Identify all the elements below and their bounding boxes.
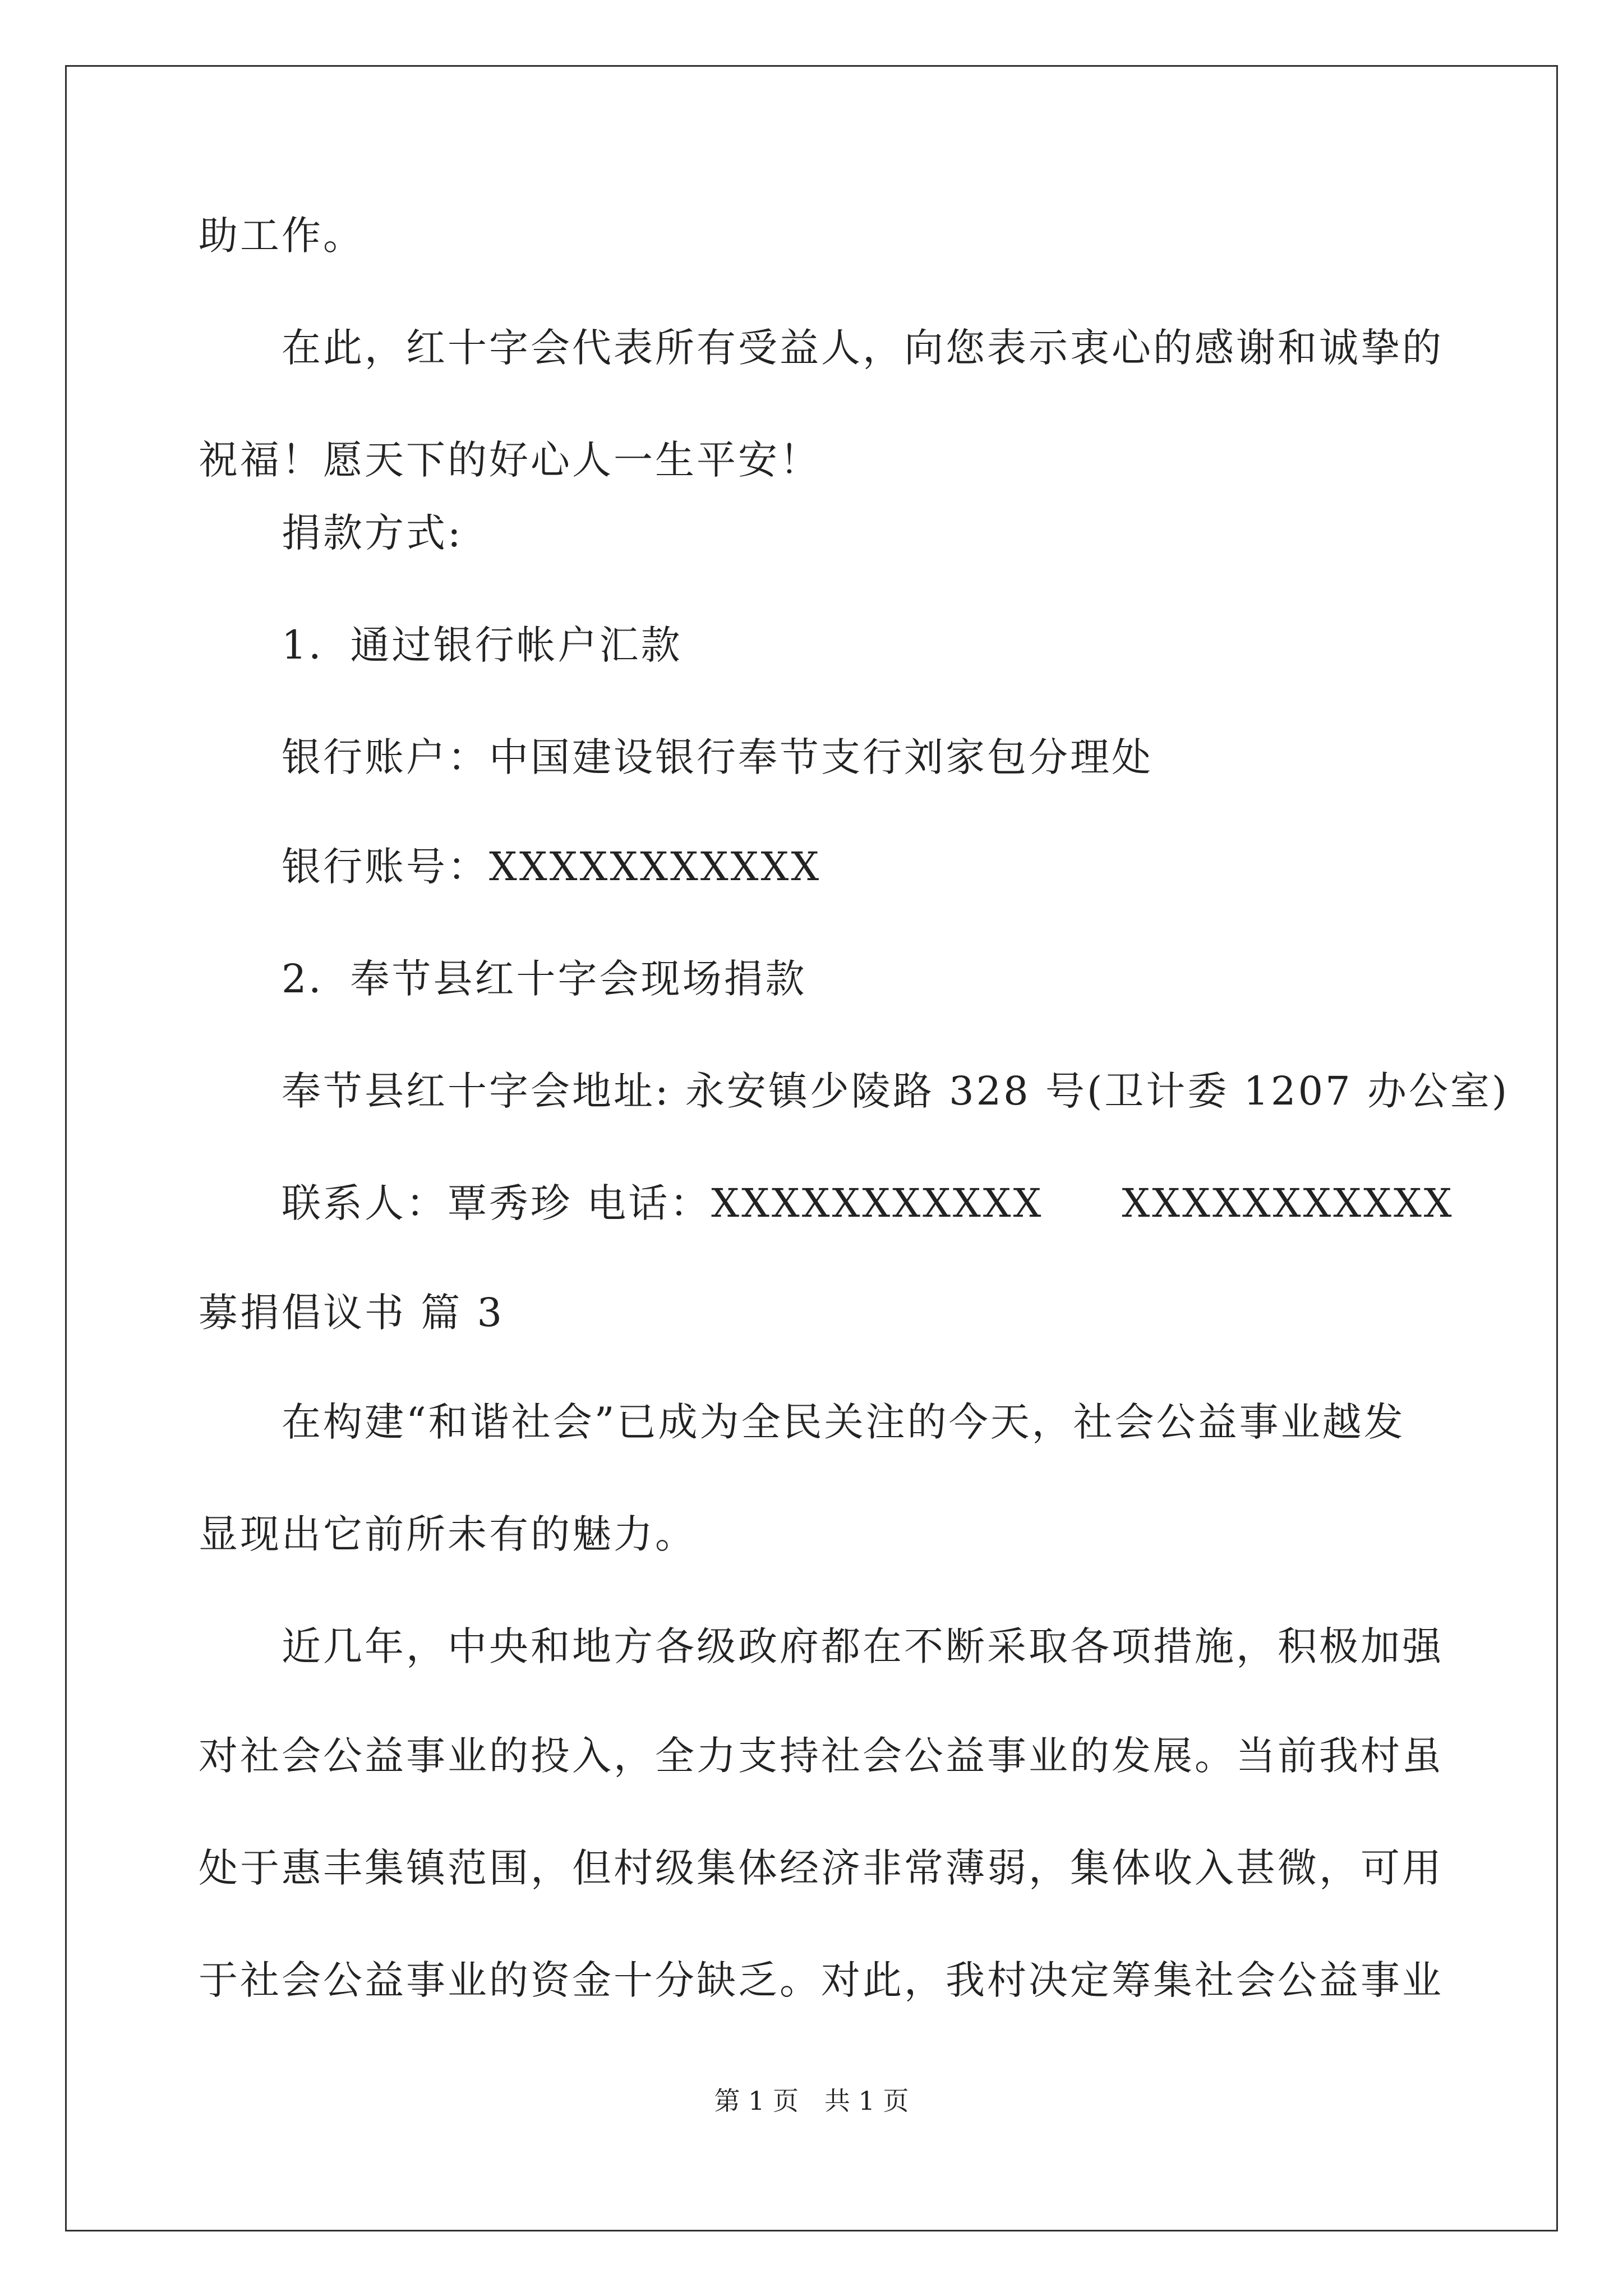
body-line-13: 显现出它前所未有的魅力。 — [199, 1511, 697, 1557]
body-line-14: 近几年，中央和地方各级政府都在不断采取各项措施，积极加强 — [282, 1623, 1444, 1669]
body-line-1: 助工作。 — [199, 213, 365, 259]
contact-text: 联系人：覃秀珍 电话：XXXXXXXXXXX — [282, 1180, 1044, 1226]
body-line-5: 1．通过银行帐户汇款 — [282, 622, 683, 668]
body-line-4: 捐款方式: — [282, 510, 463, 556]
section-heading: 募捐倡议书 篇 3 — [199, 1290, 505, 1336]
page-border — [65, 65, 1558, 2231]
body-line-12: 在构建“和谐社会”已成为全民关注的今天，社会公益事业越发 — [282, 1399, 1405, 1445]
body-line-10 — [282, 1178, 1454, 1228]
page-footer: 第 1 页 共 1 页 — [714, 2086, 909, 2116]
body-line-7: 银行账号：XXXXXXXXXXX — [282, 844, 822, 890]
body-line-3: 祝福！愿天下的好心人一生平安！ — [199, 437, 821, 483]
contact-second-phone: XXXXXXXXXXX — [1122, 1180, 1454, 1226]
body-line-15: 对社会公益事业的投入，全力支持社会公益事业的发展。当前我村虽 — [199, 1733, 1444, 1779]
body-line-9: 奉节县红十字会地址: 永安镇少陵路 328 号(卫计委 1207 办公室) — [282, 1068, 1510, 1114]
body-line-16: 处于惠丰集镇范围，但村级集体经济非常薄弱，集体收入甚微，可用 — [199, 1845, 1444, 1891]
body-line-6: 银行账户：中国建设银行奉节支行刘家包分理处 — [282, 734, 1153, 780]
body-line-2: 在此，红十字会代表所有受益人，向您表示衷心的感谢和诚挚的 — [282, 325, 1444, 371]
body-line-8: 2．奉节县红十字会现场捐款 — [282, 956, 807, 1002]
body-line-17: 于社会公益事业的资金十分缺乏。对此，我村决定筹集社会公益事业 — [199, 1957, 1444, 2003]
